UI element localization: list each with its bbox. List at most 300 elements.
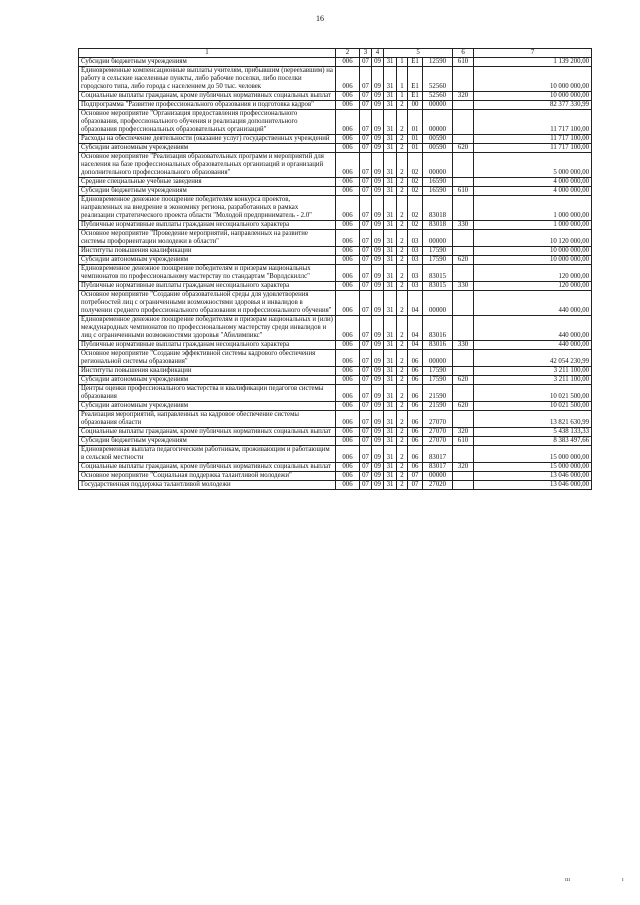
cell-section: 07 bbox=[360, 135, 372, 144]
cell-expense-type bbox=[453, 472, 474, 481]
cell-subprogram: 2 bbox=[397, 446, 408, 463]
cell-section: 07 bbox=[360, 282, 372, 291]
cell-direction: 17590 bbox=[423, 376, 453, 385]
item-name: Единовременная выплата педагогическим работникам, проживающим и работающим в сельской местности bbox=[79, 446, 336, 463]
cell-subprogram: 2 bbox=[397, 428, 408, 437]
cell-subsection: 09 bbox=[372, 135, 384, 144]
cell-amount: 1 000 000,00 bbox=[474, 221, 592, 230]
cell-subprogram: 2 bbox=[397, 110, 408, 135]
cell-amount: 120 000,00 bbox=[474, 265, 592, 282]
cell-section: 07 bbox=[360, 463, 372, 472]
cell-subsection: 09 bbox=[372, 282, 384, 291]
table-row bbox=[79, 67, 592, 92]
cell-event: 01 bbox=[408, 110, 423, 135]
cell-amount: 15 000 000,00 bbox=[474, 446, 592, 463]
cell-subsection: 09 bbox=[372, 221, 384, 230]
cell-direction: 00000 bbox=[423, 472, 453, 481]
table-row bbox=[79, 463, 592, 472]
cell-amount: 10 000 000,00 bbox=[474, 247, 592, 256]
cell-program: 31 bbox=[384, 472, 397, 481]
cell-subprogram: 1 bbox=[397, 92, 408, 101]
cell-event: 02 bbox=[408, 178, 423, 187]
cell-section: 07 bbox=[360, 265, 372, 282]
item-name: Подпрограмма "Развитие профессионального образования и подготовка кадров" bbox=[79, 101, 336, 110]
cell-section: 07 bbox=[360, 110, 372, 135]
cell-program: 31 bbox=[384, 144, 397, 153]
cell-direction: 00590 bbox=[423, 144, 453, 153]
table-row bbox=[79, 376, 592, 385]
cell-expense-type bbox=[453, 67, 474, 92]
table-row bbox=[79, 481, 592, 490]
cell-program: 31 bbox=[384, 101, 397, 110]
column-header: 7 bbox=[474, 49, 592, 58]
item-name: Основное мероприятие "Создание образовательной среды для удовлетворения потребностей лиц с ограниченными возможностями здоровья и инвалидов в получении среднего профессионального образования и профессионального обучения" bbox=[79, 291, 336, 316]
item-name: Единовременное денежное поощрение победителям и призерам национальных чемпионатов по профессиональному мастерству по стандартам "Ворлдскиллс" bbox=[79, 265, 336, 282]
cell-expense-type: 620 bbox=[453, 402, 474, 411]
cell-program: 31 bbox=[384, 247, 397, 256]
cell-ministry: 006 bbox=[336, 144, 360, 153]
cell-ministry: 006 bbox=[336, 58, 360, 67]
cell-program: 31 bbox=[384, 230, 397, 247]
cell-program: 31 bbox=[384, 58, 397, 67]
cell-amount: 440 000,00 bbox=[474, 341, 592, 350]
cell-expense-type bbox=[453, 481, 474, 490]
cell-direction: 52560 bbox=[423, 92, 453, 101]
cell-expense-type: 330 bbox=[453, 341, 474, 350]
cell-subsection: 09 bbox=[372, 58, 384, 67]
cell-event: 04 bbox=[408, 291, 423, 316]
cell-ministry: 006 bbox=[336, 437, 360, 446]
cell-program: 31 bbox=[384, 402, 397, 411]
item-name: Субсидии автономным учреждениям bbox=[79, 144, 336, 153]
cell-event: 07 bbox=[408, 472, 423, 481]
cell-subprogram: 2 bbox=[397, 411, 408, 428]
cell-section: 07 bbox=[360, 472, 372, 481]
cell-subprogram: 2 bbox=[397, 402, 408, 411]
table-row bbox=[79, 291, 592, 316]
cell-section: 07 bbox=[360, 385, 372, 402]
cell-subsection: 09 bbox=[372, 402, 384, 411]
cell-section: 07 bbox=[360, 187, 372, 196]
cell-subsection: 09 bbox=[372, 350, 384, 367]
cell-direction: 00000 bbox=[423, 350, 453, 367]
cell-subprogram: 2 bbox=[397, 463, 408, 472]
item-name: Социальные выплаты гражданам, кроме публичных нормативных социальных выплат bbox=[79, 463, 336, 472]
cell-program: 31 bbox=[384, 178, 397, 187]
cell-event: 06 bbox=[408, 437, 423, 446]
cell-event: 03 bbox=[408, 247, 423, 256]
cell-expense-type bbox=[453, 350, 474, 367]
table-row bbox=[79, 472, 592, 481]
cell-subprogram: 2 bbox=[397, 153, 408, 178]
cell-ministry: 006 bbox=[336, 385, 360, 402]
cell-program: 31 bbox=[384, 67, 397, 92]
cell-direction: 27070 bbox=[423, 428, 453, 437]
cell-event: 00 bbox=[408, 101, 423, 110]
cell-subsection: 09 bbox=[372, 341, 384, 350]
cell-expense-type: 320 bbox=[453, 92, 474, 101]
cell-direction: 21590 bbox=[423, 385, 453, 402]
cell-subprogram: 2 bbox=[397, 144, 408, 153]
cell-subprogram: 1 bbox=[397, 67, 408, 92]
column-header: 4 bbox=[372, 49, 384, 58]
cell-expense-type: 320 bbox=[453, 463, 474, 472]
cell-ministry: 006 bbox=[336, 341, 360, 350]
cell-program: 31 bbox=[384, 446, 397, 463]
cell-subprogram: 2 bbox=[397, 256, 408, 265]
cell-subsection: 09 bbox=[372, 196, 384, 221]
cell-direction: 83016 bbox=[423, 316, 453, 341]
cell-program: 31 bbox=[384, 265, 397, 282]
item-name: Единовременное денежное поощрение победителям конкурса проектов, направленных на внедрение в экономику региона, разработанных в рамках реализации стратегического проекта области "Молодой предприниматель - 2.0" bbox=[79, 196, 336, 221]
cell-subsection: 09 bbox=[372, 230, 384, 247]
cell-subprogram: 2 bbox=[397, 350, 408, 367]
item-name: Основное мероприятие "Реализация образовательных программ и мероприятий для населения на базе профессиональных образовательных организаций и организаций дополнительного профессионального образования" bbox=[79, 153, 336, 178]
cell-amount: 440 000,00 bbox=[474, 291, 592, 316]
cell-expense-type bbox=[453, 446, 474, 463]
cell-event: 02 bbox=[408, 153, 423, 178]
cell-program: 31 bbox=[384, 196, 397, 221]
cell-program: 31 bbox=[384, 481, 397, 490]
cell-event: 03 bbox=[408, 265, 423, 282]
cell-amount: 82 377 330,99 bbox=[474, 101, 592, 110]
cell-subsection: 09 bbox=[372, 110, 384, 135]
cell-section: 07 bbox=[360, 221, 372, 230]
cell-subsection: 09 bbox=[372, 463, 384, 472]
cell-subprogram: 1 bbox=[397, 58, 408, 67]
item-name: Публичные нормативные выплаты гражданам несоциального характера bbox=[79, 282, 336, 291]
cell-expense-type: 330 bbox=[453, 221, 474, 230]
cell-expense-type: 320 bbox=[453, 428, 474, 437]
cell-ministry: 006 bbox=[336, 196, 360, 221]
cell-subsection: 09 bbox=[372, 101, 384, 110]
cell-subprogram: 2 bbox=[397, 376, 408, 385]
cell-expense-type: 610 bbox=[453, 187, 474, 196]
cell-ministry: 006 bbox=[336, 153, 360, 178]
cell-amount: 120 000,00 bbox=[474, 282, 592, 291]
cell-event: 06 bbox=[408, 385, 423, 402]
cell-subsection: 09 bbox=[372, 472, 384, 481]
cell-section: 07 bbox=[360, 58, 372, 67]
cell-subprogram: 2 bbox=[397, 135, 408, 144]
cell-subprogram: 2 bbox=[397, 247, 408, 256]
cell-expense-type bbox=[453, 247, 474, 256]
cell-section: 07 bbox=[360, 446, 372, 463]
table-row bbox=[79, 92, 592, 101]
column-header: 5 bbox=[384, 49, 453, 58]
cell-subsection: 09 bbox=[372, 153, 384, 178]
cell-event: 06 bbox=[408, 463, 423, 472]
item-name: Реализация мероприятий, направленных на кадровое обеспечение системы образования области bbox=[79, 411, 336, 428]
cell-event: 04 bbox=[408, 316, 423, 341]
item-name: Субсидии автономным учреждениям bbox=[79, 402, 336, 411]
item-name: Субсидии бюджетным учреждениям bbox=[79, 187, 336, 196]
cell-program: 31 bbox=[384, 341, 397, 350]
cell-event: 06 bbox=[408, 350, 423, 367]
cell-section: 07 bbox=[360, 291, 372, 316]
cell-amount: 440 000,00 bbox=[474, 316, 592, 341]
cell-direction: 16590 bbox=[423, 178, 453, 187]
item-name: Основное мероприятие "Создание эффективной системы кадрового обеспечения региональной системы образования" bbox=[79, 350, 336, 367]
cell-program: 31 bbox=[384, 291, 397, 316]
cell-event: 06 bbox=[408, 402, 423, 411]
item-name: Институты повышения квалификации bbox=[79, 247, 336, 256]
cell-subsection: 09 bbox=[372, 178, 384, 187]
cell-amount: 1 000 000,00 bbox=[474, 196, 592, 221]
cell-ministry: 006 bbox=[336, 316, 360, 341]
cell-amount: 5 438 133,33 bbox=[474, 428, 592, 437]
cell-section: 07 bbox=[360, 178, 372, 187]
cell-event: 07 bbox=[408, 481, 423, 490]
cell-amount: 15 000 000,00 bbox=[474, 463, 592, 472]
cell-direction: 21590 bbox=[423, 402, 453, 411]
column-header: 1 bbox=[79, 49, 336, 58]
cell-ministry: 006 bbox=[336, 282, 360, 291]
item-name: Основное мероприятие "Организация предоставления профессионального образования, профессионального обучения и реализация дополнительного образования профессиональных образовательных организаций" bbox=[79, 110, 336, 135]
cell-event: Е1 bbox=[408, 58, 423, 67]
cell-direction: 83016 bbox=[423, 341, 453, 350]
cell-subsection: 09 bbox=[372, 446, 384, 463]
cell-direction: 83015 bbox=[423, 282, 453, 291]
cell-subprogram: 2 bbox=[397, 385, 408, 402]
cell-subprogram: 2 bbox=[397, 437, 408, 446]
table-row bbox=[79, 316, 592, 341]
cell-event: 06 bbox=[408, 376, 423, 385]
table-row bbox=[79, 247, 592, 256]
cell-subprogram: 2 bbox=[397, 367, 408, 376]
cell-section: 07 bbox=[360, 350, 372, 367]
cell-amount: 10 000 000,00 bbox=[474, 92, 592, 101]
table-row bbox=[79, 178, 592, 187]
cell-amount: 10 000 000,00 bbox=[474, 67, 592, 92]
item-name: Основное мероприятие "Социальная поддержка талантливой молодежи" bbox=[79, 472, 336, 481]
cell-amount: 42 054 230,99 bbox=[474, 350, 592, 367]
item-name: Публичные нормативные выплаты гражданам несоциального характера bbox=[79, 221, 336, 230]
cell-event: 03 bbox=[408, 230, 423, 247]
cell-amount: 13 821 630,99 bbox=[474, 411, 592, 428]
cell-section: 07 bbox=[360, 376, 372, 385]
cell-expense-type bbox=[453, 385, 474, 402]
cell-subsection: 09 bbox=[372, 247, 384, 256]
cell-subprogram: 2 bbox=[397, 187, 408, 196]
table-row bbox=[79, 58, 592, 67]
cell-direction: 00000 bbox=[423, 110, 453, 135]
cell-subsection: 09 bbox=[372, 187, 384, 196]
cell-event: 02 bbox=[408, 196, 423, 221]
cell-subsection: 09 bbox=[372, 481, 384, 490]
cell-expense-type: 610 bbox=[453, 58, 474, 67]
cell-subprogram: 2 bbox=[397, 341, 408, 350]
cell-event: 03 bbox=[408, 256, 423, 265]
cell-event: 02 bbox=[408, 187, 423, 196]
cell-event: 06 bbox=[408, 367, 423, 376]
cell-section: 07 bbox=[360, 437, 372, 446]
cell-program: 31 bbox=[384, 282, 397, 291]
budget-table bbox=[78, 48, 592, 490]
cell-subsection: 09 bbox=[372, 67, 384, 92]
cell-section: 07 bbox=[360, 367, 372, 376]
cell-program: 31 bbox=[384, 385, 397, 402]
cell-section: 07 bbox=[360, 101, 372, 110]
item-name: Публичные нормативные выплаты гражданам несоциального характера bbox=[79, 341, 336, 350]
table-row bbox=[79, 135, 592, 144]
cell-amount: 13 046 000,00 bbox=[474, 472, 592, 481]
table-row bbox=[79, 446, 592, 463]
cell-subprogram: 2 bbox=[397, 481, 408, 490]
cell-amount: 10 000 000,00 bbox=[474, 256, 592, 265]
column-header: 3 bbox=[360, 49, 372, 58]
cell-program: 31 bbox=[384, 463, 397, 472]
cell-expense-type bbox=[453, 110, 474, 135]
cell-ministry: 006 bbox=[336, 411, 360, 428]
bottom-mark-right: ı bbox=[622, 877, 624, 883]
cell-amount: 1 139 200,00 bbox=[474, 58, 592, 67]
cell-direction: 27020 bbox=[423, 481, 453, 490]
table-row bbox=[79, 256, 592, 265]
item-name: Расходы на обеспечение деятельности (оказание услуг) государственных учреждений bbox=[79, 135, 336, 144]
cell-ministry: 006 bbox=[336, 463, 360, 472]
cell-expense-type: 620 bbox=[453, 256, 474, 265]
cell-program: 31 bbox=[384, 92, 397, 101]
cell-program: 31 bbox=[384, 316, 397, 341]
cell-ministry: 006 bbox=[336, 92, 360, 101]
cell-ministry: 006 bbox=[336, 376, 360, 385]
cell-event: 01 bbox=[408, 135, 423, 144]
cell-expense-type: 620 bbox=[453, 376, 474, 385]
cell-section: 07 bbox=[360, 144, 372, 153]
cell-direction: 00000 bbox=[423, 101, 453, 110]
cell-direction: 17590 bbox=[423, 367, 453, 376]
cell-section: 07 bbox=[360, 428, 372, 437]
item-name: Субсидии автономным учреждениям bbox=[79, 256, 336, 265]
cell-program: 31 bbox=[384, 350, 397, 367]
cell-program: 31 bbox=[384, 187, 397, 196]
cell-event: 06 bbox=[408, 446, 423, 463]
cell-subsection: 09 bbox=[372, 144, 384, 153]
cell-program: 31 bbox=[384, 110, 397, 135]
cell-expense-type bbox=[453, 367, 474, 376]
cell-ministry: 006 bbox=[336, 230, 360, 247]
cell-amount: 4 000 000,00 bbox=[474, 178, 592, 187]
cell-subprogram: 2 bbox=[397, 101, 408, 110]
cell-subsection: 09 bbox=[372, 428, 384, 437]
cell-section: 07 bbox=[360, 196, 372, 221]
cell-section: 07 bbox=[360, 402, 372, 411]
cell-section: 07 bbox=[360, 341, 372, 350]
cell-event: 02 bbox=[408, 221, 423, 230]
cell-direction: 17590 bbox=[423, 256, 453, 265]
cell-direction: 00000 bbox=[423, 291, 453, 316]
table-row bbox=[79, 187, 592, 196]
cell-event: 03 bbox=[408, 282, 423, 291]
table-row bbox=[79, 282, 592, 291]
cell-ministry: 006 bbox=[336, 135, 360, 144]
cell-amount: 11 717 100,00 bbox=[474, 135, 592, 144]
cell-ministry: 006 bbox=[336, 221, 360, 230]
cell-ministry: 006 bbox=[336, 446, 360, 463]
cell-subprogram: 2 bbox=[397, 221, 408, 230]
page-number: 16 bbox=[316, 14, 324, 23]
cell-ministry: 006 bbox=[336, 367, 360, 376]
item-name: Средние специальные учебные заведения bbox=[79, 178, 336, 187]
cell-amount: 4 000 000,00 bbox=[474, 187, 592, 196]
cell-direction: 17590 bbox=[423, 247, 453, 256]
cell-section: 07 bbox=[360, 92, 372, 101]
item-name: Социальные выплаты гражданам, кроме публичных нормативных социальных выплат bbox=[79, 428, 336, 437]
cell-subsection: 09 bbox=[372, 92, 384, 101]
cell-ministry: 006 bbox=[336, 247, 360, 256]
cell-expense-type bbox=[453, 196, 474, 221]
table-row bbox=[79, 153, 592, 178]
cell-direction: 00000 bbox=[423, 230, 453, 247]
cell-amount: 11 717 100,00 bbox=[474, 110, 592, 135]
column-header: 2 bbox=[336, 49, 360, 58]
cell-direction: 83015 bbox=[423, 265, 453, 282]
cell-ministry: 006 bbox=[336, 67, 360, 92]
item-name: Государственная поддержка талантливой молодежи bbox=[79, 481, 336, 490]
table-row bbox=[79, 428, 592, 437]
cell-event: 06 bbox=[408, 428, 423, 437]
bottom-mark-left: ııı bbox=[565, 877, 571, 883]
cell-amount: 11 717 100,00 bbox=[474, 144, 592, 153]
cell-section: 07 bbox=[360, 256, 372, 265]
cell-direction: 12590 bbox=[423, 58, 453, 67]
table-row bbox=[79, 385, 592, 402]
cell-ministry: 006 bbox=[336, 178, 360, 187]
cell-event: 04 bbox=[408, 341, 423, 350]
cell-subsection: 09 bbox=[372, 376, 384, 385]
item-name: Единовременное денежное поощрение победителям и призерам национальных и (или) международных чемпионатов по профессиональному мастерству среди инвалидов и лиц с ограниченными возможностями здоровья "Абилимпикс" bbox=[79, 316, 336, 341]
item-name: Субсидии автономным учреждениям bbox=[79, 376, 336, 385]
table-row bbox=[79, 196, 592, 221]
table-row bbox=[79, 350, 592, 367]
table-row bbox=[79, 402, 592, 411]
cell-expense-type bbox=[453, 153, 474, 178]
cell-amount: 5 000 000,00 bbox=[474, 153, 592, 178]
cell-direction: 16590 bbox=[423, 187, 453, 196]
cell-section: 07 bbox=[360, 67, 372, 92]
table-row bbox=[79, 144, 592, 153]
cell-ministry: 006 bbox=[336, 110, 360, 135]
cell-ministry: 006 bbox=[336, 402, 360, 411]
cell-expense-type: 610 bbox=[453, 437, 474, 446]
cell-program: 31 bbox=[384, 221, 397, 230]
cell-direction: 83018 bbox=[423, 221, 453, 230]
cell-subprogram: 2 bbox=[397, 178, 408, 187]
cell-program: 31 bbox=[384, 411, 397, 428]
cell-section: 07 bbox=[360, 316, 372, 341]
cell-program: 31 bbox=[384, 376, 397, 385]
cell-amount: 10 021 500,00 bbox=[474, 385, 592, 402]
table-row bbox=[79, 101, 592, 110]
cell-expense-type bbox=[453, 135, 474, 144]
cell-ministry: 006 bbox=[336, 472, 360, 481]
cell-subprogram: 2 bbox=[397, 196, 408, 221]
column-header: 6 bbox=[453, 49, 474, 58]
cell-event: 01 bbox=[408, 144, 423, 153]
cell-event: Е1 bbox=[408, 67, 423, 92]
cell-direction: 00000 bbox=[423, 153, 453, 178]
cell-amount: 10 021 500,00 bbox=[474, 402, 592, 411]
item-name: Субсидии бюджетным учреждениям bbox=[79, 58, 336, 67]
table-row bbox=[79, 110, 592, 135]
cell-expense-type bbox=[453, 178, 474, 187]
cell-ministry: 006 bbox=[336, 428, 360, 437]
cell-direction: 83017 bbox=[423, 463, 453, 472]
cell-subprogram: 2 bbox=[397, 316, 408, 341]
cell-subsection: 09 bbox=[372, 256, 384, 265]
cell-subsection: 09 bbox=[372, 411, 384, 428]
